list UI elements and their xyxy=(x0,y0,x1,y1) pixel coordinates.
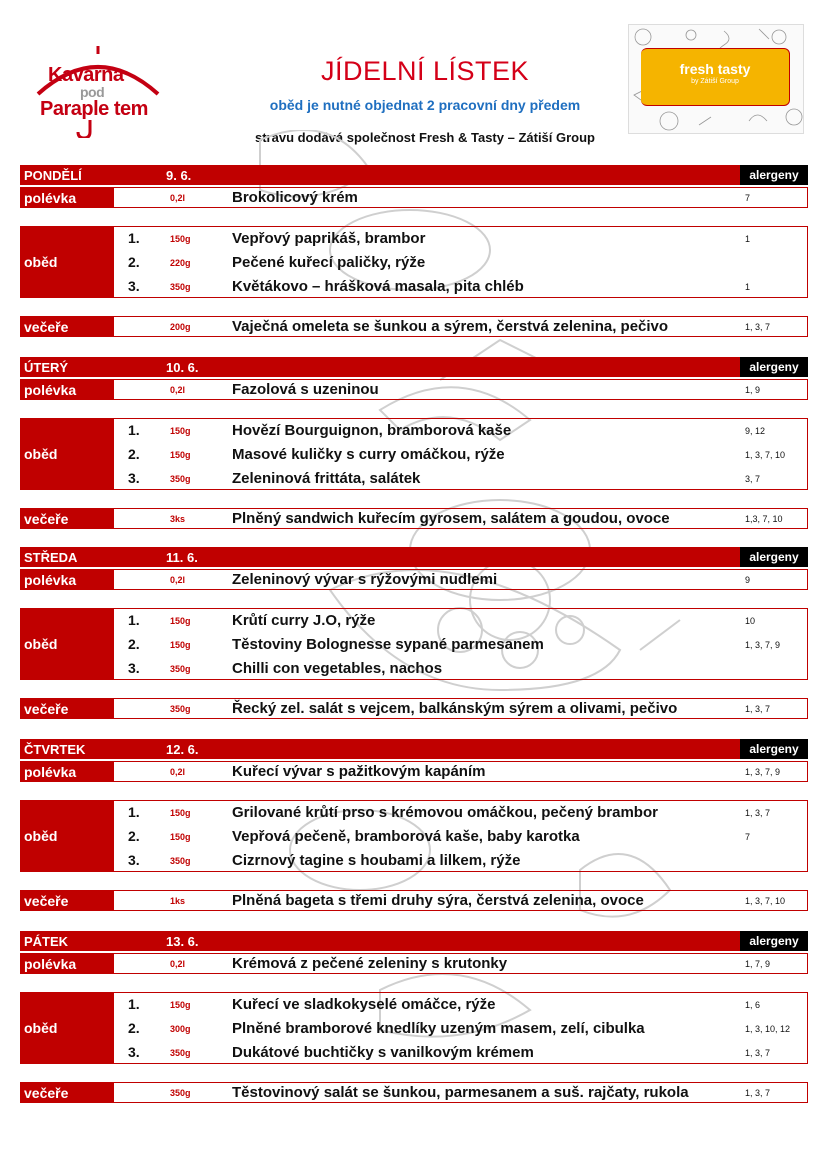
allergens-header: alergeny xyxy=(740,739,808,759)
lunch-option-meal: Hovězí Bourguignon, bramborová kaše xyxy=(232,422,512,439)
soup-allergens: 7 xyxy=(745,193,751,203)
lunch-option-amount: 150g xyxy=(170,616,191,626)
lunch-option-allergens: 10 xyxy=(745,616,756,626)
lunch-label xyxy=(20,992,114,1064)
lunch-option-meal: Grilované krůtí prso s krémovou omáčkou, pečený brambor xyxy=(232,804,658,821)
lunch-option-amount: 350g xyxy=(170,1048,191,1058)
dinner-amount: 200g xyxy=(170,322,191,332)
lunch-option-amount: 220g xyxy=(170,258,191,268)
day-date: 10. 6. xyxy=(166,360,199,375)
lunch-option-amount: 350g xyxy=(170,474,191,484)
lunch-label-text: oběd xyxy=(24,828,58,844)
logo-line-1: Kavárna xyxy=(48,64,124,86)
soup-allergens: 1, 9 xyxy=(745,385,761,395)
dinner-meal: Plněná bageta s třemi druhy sýra, čerstvá zelenina, ovoce xyxy=(232,892,644,909)
day-header xyxy=(20,357,808,377)
dinner-label-text: večeře xyxy=(24,511,69,527)
dinner-allergens: 1, 3, 7 xyxy=(745,704,771,714)
lunch-option-number: 1. xyxy=(128,422,140,438)
lunch-option-number: 2. xyxy=(128,446,140,462)
dinner-label xyxy=(20,316,114,337)
dinner-label-text: večeře xyxy=(24,1085,69,1101)
page-title: JÍDELNÍ LÍSTEK xyxy=(320,56,530,86)
lunch-option-meal: Vepřový paprikáš, brambor xyxy=(232,230,426,247)
lunch-option-number: 1. xyxy=(128,996,140,1012)
soup-allergens: 1, 7, 9 xyxy=(745,959,771,969)
soup-label-text: polévka xyxy=(24,956,77,972)
dinner-amount: 350g xyxy=(170,704,191,714)
soup-meal: Zeleninový vývar s rýžovými nudlemi xyxy=(232,571,498,588)
lunch-option-meal: Plněné bramborové knedlíky uzeným masem, zelí, cibulka xyxy=(232,1020,645,1037)
lunch-option-meal: Masové kuličky s curry omáčkou, rýže xyxy=(232,446,505,463)
soup-meal: Brokolicový krém xyxy=(232,189,358,206)
logo-line-2: pod xyxy=(80,84,105,100)
lunch-option-allergens: 1 xyxy=(745,282,751,292)
soup-label-text: polévka xyxy=(24,382,77,398)
day-name: PONDĚLÍ xyxy=(24,168,82,183)
day-date: 12. 6. xyxy=(166,742,199,757)
lunch-option-number: 3. xyxy=(128,1044,140,1060)
lunch-label-text: oběd xyxy=(24,636,58,652)
dinner-label-text: večeře xyxy=(24,701,69,717)
dinner-meal: Plněný sandwich kuřecím gyrosem, salátem a goudou, ovoce xyxy=(232,510,670,527)
lunch-option-amount: 150g xyxy=(170,426,191,436)
lunch-option-number: 3. xyxy=(128,660,140,676)
soup-allergens: 9 xyxy=(745,575,751,585)
lunch-option-allergens: 1 xyxy=(745,234,751,244)
day-header xyxy=(20,931,808,951)
lunch-option-number: 3. xyxy=(128,278,140,294)
dinner-amount: 3ks xyxy=(170,514,186,524)
soup-label-text: polévka xyxy=(24,572,77,588)
lunch-option-meal: Pečené kuřecí paličky, rýže xyxy=(232,254,426,271)
lunch-option-amount: 350g xyxy=(170,664,191,674)
soup-meal: Fazolová s uzeninou xyxy=(232,381,379,398)
soup-label-text: polévka xyxy=(24,764,77,780)
dinner-label-text: večeře xyxy=(24,893,69,909)
soup-amount: 0,2l xyxy=(170,959,186,969)
lunch-label-text: oběd xyxy=(24,254,58,270)
lunch-option-meal: Vepřová pečeně, bramborová kaše, baby karotka xyxy=(232,828,580,845)
brand-name: fresh tasty xyxy=(679,61,751,77)
lunch-option-amount: 150g xyxy=(170,450,191,460)
allergens-header: alergeny xyxy=(740,547,808,567)
lunch-label xyxy=(20,800,114,872)
lunch-option-allergens: 9, 12 xyxy=(745,426,766,436)
day-name: ÚTERÝ xyxy=(24,360,69,375)
dinner-label xyxy=(20,1082,114,1103)
dinner-label xyxy=(20,890,114,911)
lunch-option-number: 2. xyxy=(128,636,140,652)
lunch-option-amount: 150g xyxy=(170,640,191,650)
day-header xyxy=(20,547,808,567)
lunch-option-amount: 150g xyxy=(170,808,191,818)
lunch-label-text: oběd xyxy=(24,446,58,462)
lunch-option-amount: 150g xyxy=(170,832,191,842)
allergens-header: alergeny xyxy=(740,165,808,185)
day-header xyxy=(20,165,808,185)
lunch-option-allergens: 1, 3, 7 xyxy=(745,1048,771,1058)
soup-meal: Kuřecí vývar s pažitkovým kapáním xyxy=(232,763,486,780)
lunch-option-number: 3. xyxy=(128,470,140,486)
soup-row xyxy=(114,379,808,400)
lunch-option-allergens: 1, 3, 7, 9 xyxy=(745,640,781,650)
logo-line-3: Paraple tem xyxy=(40,98,148,120)
lunch-label xyxy=(20,418,114,490)
soup-label xyxy=(20,761,114,782)
lunch-option-amount: 350g xyxy=(170,856,191,866)
allergens-header: alergeny xyxy=(740,931,808,951)
lunch-option-amount: 350g xyxy=(170,282,191,292)
dinner-amount: 350g xyxy=(170,1088,191,1098)
soup-meal: Krémová z pečené zeleniny s krutonky xyxy=(232,955,508,972)
lunch-option-meal: Zeleninová frittáta, salátek xyxy=(232,470,421,487)
lunch-option-number: 2. xyxy=(128,828,140,844)
lunch-option-allergens: 1, 6 xyxy=(745,1000,761,1010)
brand-by: by Zátiší Group xyxy=(691,78,739,85)
lunch-option-meal: Těstoviny Bolognesse sypané parmesanem xyxy=(232,636,544,653)
soup-label xyxy=(20,187,114,208)
dinner-label-text: večeře xyxy=(24,319,69,335)
lunch-option-number: 1. xyxy=(128,230,140,246)
dinner-label xyxy=(20,508,114,529)
lunch-option-meal: Krůtí curry J.O, rýže xyxy=(232,612,376,629)
lunch-option-amount: 300g xyxy=(170,1024,191,1034)
soup-amount: 0,2l xyxy=(170,575,186,585)
lunch-option-number: 1. xyxy=(128,804,140,820)
lunch-label xyxy=(20,608,114,680)
day-date: 13. 6. xyxy=(166,934,199,949)
dinner-label xyxy=(20,698,114,719)
lunch-option-number: 3. xyxy=(128,852,140,868)
lunch-option-allergens: 1, 3, 7 xyxy=(745,808,771,818)
lunch-option-meal: Kuřecí ve sladkokyselé omáčce, rýže xyxy=(232,996,496,1013)
lunch-option-meal: Chilli con vegetables, nachos xyxy=(232,660,443,677)
allergens-header: alergeny xyxy=(740,357,808,377)
soup-amount: 0,2l xyxy=(170,193,186,203)
dinner-amount: 1ks xyxy=(170,896,186,906)
lunch-option-number: 1. xyxy=(128,612,140,628)
dinner-meal: Těstovinový salát se šunkou, parmesanem a suš. rajčaty, rukola xyxy=(232,1084,689,1101)
supplier-note: stravu dodává společnost Fresh & Tasty – Zátiší Group xyxy=(254,130,595,145)
lunch-option-number: 2. xyxy=(128,254,140,270)
soup-amount: 0,2l xyxy=(170,385,186,395)
lunch-option-allergens: 7 xyxy=(745,832,751,842)
day-date: 11. 6. xyxy=(166,550,198,565)
lunch-option-meal: Cizrnový tagine s houbami a lilkem, rýže xyxy=(232,852,521,869)
day-name: STŘEDA xyxy=(24,550,78,565)
soup-label xyxy=(20,569,114,590)
order-note: oběd je nutné objednat 2 pracovní dny předem xyxy=(269,97,581,113)
lunch-option-meal: Dukátové buchtičky s vanilkovým krémem xyxy=(232,1044,534,1061)
dinner-meal: Vaječná omeleta se šunkou a sýrem, čerstvá zelenina, pečivo xyxy=(232,318,669,335)
soup-allergens: 1, 3, 7, 9 xyxy=(745,767,781,777)
fresh-tasty-logo xyxy=(628,24,804,134)
day-header xyxy=(20,739,808,759)
dinner-meal: Řecký zel. salát s vejcem, balkánským sýrem a olivami, pečivo xyxy=(232,700,678,717)
soup-row xyxy=(114,187,808,208)
lunch-option-allergens: 3, 7 xyxy=(745,474,761,484)
cafe-logo xyxy=(28,46,168,138)
soup-label xyxy=(20,953,114,974)
dinner-allergens: 1,3, 7, 10 xyxy=(745,514,783,524)
soup-label-text: polévka xyxy=(24,190,77,206)
lunch-label-text: oběd xyxy=(24,1020,58,1036)
lunch-option-amount: 150g xyxy=(170,234,191,244)
dinner-allergens: 1, 3, 7 xyxy=(745,322,771,332)
lunch-option-amount: 150g xyxy=(170,1000,191,1010)
soup-amount: 0,2l xyxy=(170,767,186,777)
soup-label xyxy=(20,379,114,400)
day-date: 9. 6. xyxy=(166,168,192,183)
dinner-allergens: 1, 3, 7 xyxy=(745,1088,771,1098)
day-name: PÁTEK xyxy=(24,934,69,949)
lunch-option-allergens: 1, 3, 7, 10 xyxy=(745,450,786,460)
brand-badge xyxy=(641,48,790,106)
lunch-option-number: 2. xyxy=(128,1020,140,1036)
lunch-option-allergens: 1, 3, 10, 12 xyxy=(745,1024,791,1034)
dinner-allergens: 1, 3, 7, 10 xyxy=(745,896,786,906)
lunch-label xyxy=(20,226,114,298)
day-name: ČTVRTEK xyxy=(24,742,86,757)
lunch-option-meal: Květákovo – hrášková masala, pita chléb xyxy=(232,278,524,295)
